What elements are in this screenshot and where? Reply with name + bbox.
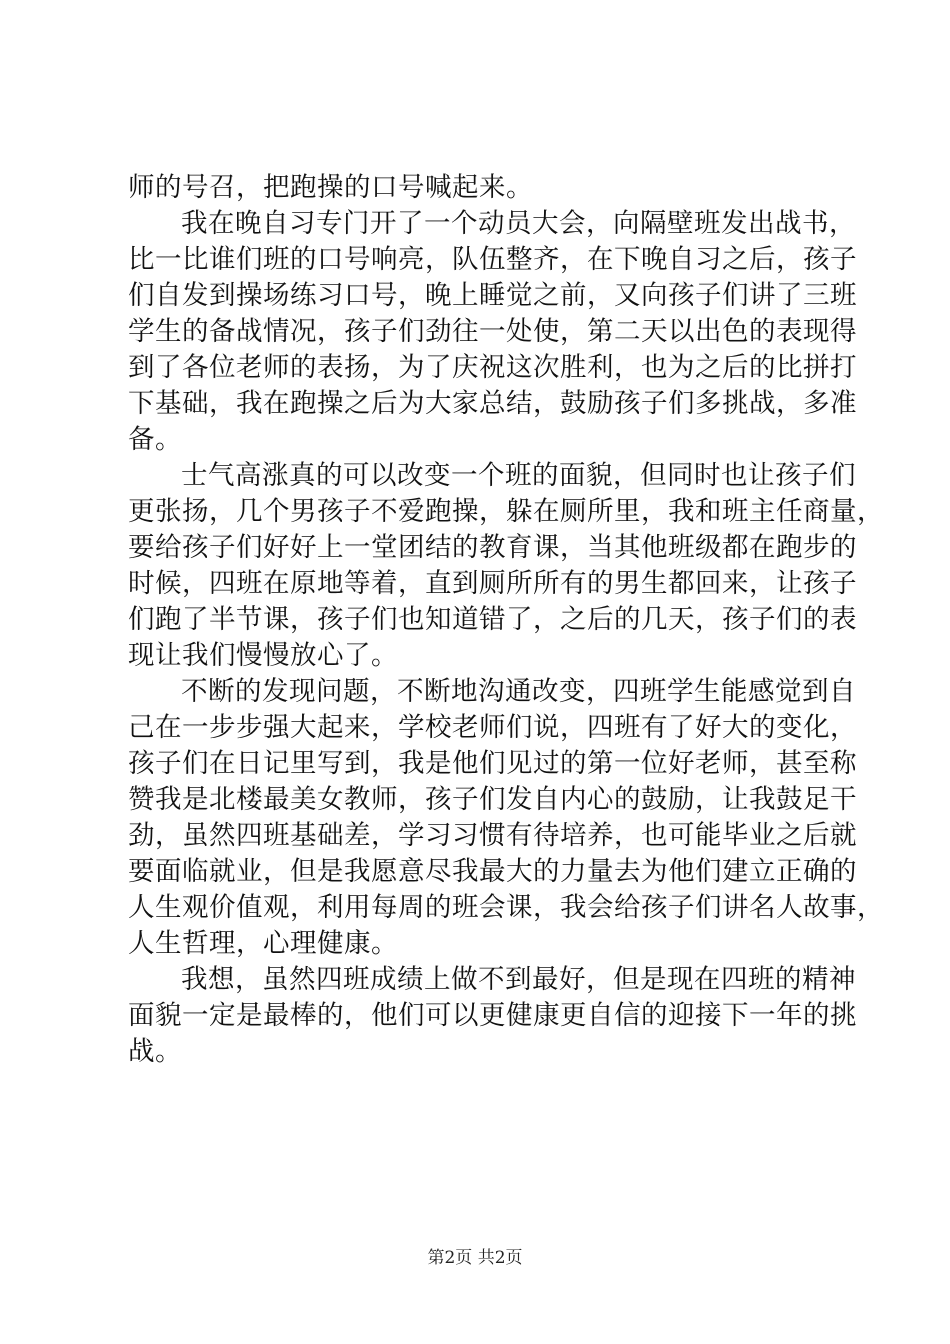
- page-footer: 第2页 共2页: [427, 1248, 523, 1268]
- text-line: 人生哲理，心理健康。: [128, 928, 398, 959]
- text-line: 更张扬，几个男孩子不爱跑操，躲在厕所里，我和班主任商量，: [128, 496, 884, 527]
- text-line: 比一比谁们班的口号响亮，队伍整齐，在下晚自习之后，孩子: [128, 244, 857, 275]
- text-line: 不断的发现问题，不断地沟通改变，四班学生能感觉到自: [181, 676, 856, 707]
- body-text: [128, 170, 884, 1070]
- text-line: 时候，四班在原地等着，直到厕所所有的男生都回来，让孩子: [128, 568, 857, 599]
- text-line: 己在一步步强大起来，学校老师们说，四班有了好大的变化，: [128, 712, 857, 743]
- text-line: 下基础，我在跑操之后为大家总结，鼓励孩子们多挑战，多准: [128, 388, 857, 419]
- text-line: 要面临就业，但是我愿意尽我最大的力量去为他们建立正确的: [128, 856, 857, 887]
- text-line: 备。: [128, 424, 182, 455]
- text-line: 们自发到操场练习口号，晚上睡觉之前，又向孩子们讲了三班: [128, 280, 857, 311]
- text-line: 我想，虽然四班成绩上做不到最好，但是现在四班的精神: [181, 964, 856, 995]
- text-line: 劲，虽然四班基础差，学习习惯有待培养，也可能毕业之后就: [128, 820, 857, 851]
- text-line: 士气高涨真的可以改变一个班的面貌，但同时也让孩子们: [181, 460, 856, 491]
- text-line: 赞我是北楼最美女教师，孩子们发自内心的鼓励，让我鼓足干: [128, 784, 857, 815]
- text-line: 到了各位老师的表扬，为了庆祝这次胜利，也为之后的比拼打: [128, 352, 857, 383]
- text-line: 们跑了半节课，孩子们也知道错了，之后的几天，孩子们的表: [128, 604, 857, 635]
- text-line: 要给孩子们好好上一堂团结的教育课，当其他班级都在跑步的: [128, 532, 857, 563]
- text-line: 师的号召，把跑操的口号喊起来。: [128, 172, 533, 203]
- text-line: 面貌一定是最棒的，他们可以更健康更自信的迎接下一年的挑: [128, 1000, 857, 1031]
- text-line: 人生观价值观，利用每周的班会课，我会给孩子们讲名人故事，: [128, 892, 884, 923]
- text-line: 孩子们在日记里写到，我是他们见过的第一位好老师，甚至称: [128, 748, 857, 779]
- text-line: 学生的备战情况，孩子们劲往一处使，第二天以出色的表现得: [128, 316, 857, 347]
- text-line: 我在晚自习专门开了一个动员大会，向隔壁班发出战书，: [181, 208, 856, 239]
- text-line: 现让我们慢慢放心了。: [128, 640, 398, 671]
- text-line: 战。: [128, 1036, 182, 1067]
